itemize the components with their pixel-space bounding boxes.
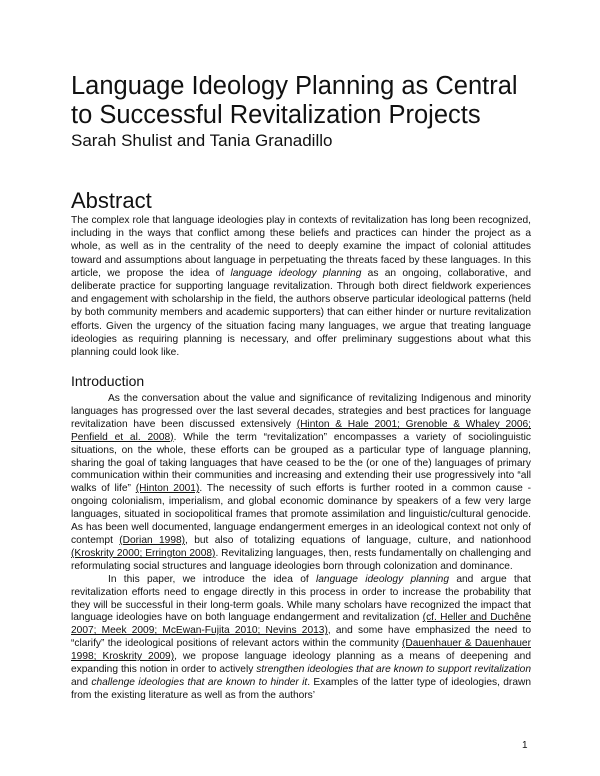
intro-p2-text-c: , we propose language ideology planning as a means of deepening and expanding this notion in order to actively — [71, 651, 531, 676]
citation-link[interactable]: (Hinton 2001) — [135, 483, 200, 495]
intro-paragraph-1 — [71, 393, 531, 574]
intro-p2-emphasis-1: strengthen ideologies that are known to support revitalization — [256, 664, 531, 676]
intro-p2-text-e: . Examples of the latter type of ideologies, drawn from the existing literature as well as from the authors’ — [71, 676, 532, 701]
intro-paragraph-2 — [71, 574, 531, 703]
citation-link[interactable]: (cf. Heller and Duchêne 2007; Meek 2009; McEwan-Fujita 2010; Nevins 2013) — [71, 612, 531, 637]
intro-p1-text-b: . While the term “revitalization” encompasses a variety of sociolinguistic situations, on the whole, these efforts can be grouped as a particular type of language planning, sharing the goal of taking languages that have ceased to be the (or one of the) languages of primary communication within their communities and increasing and extending their use progressively into “all walks of life” — [71, 431, 531, 495]
abstract-term: language ideology planning — [230, 267, 362, 279]
intro-p2-text-a: In this paper, we introduce the idea of — [108, 573, 316, 585]
intro-p1-text-a: As the conversation about the value and significance of revitalizing Indigenous and minority languages has progressed over the last several decades, strategies and best practices for language revitalization have been discussed extensively — [71, 393, 531, 430]
page-number: 1 — [522, 740, 528, 751]
abstract-body — [71, 214, 531, 359]
intro-p2-text-b2: , and some have emphasized the need to “clarify” the ideological positions of relevant actors within the community — [71, 625, 531, 650]
citation-link[interactable]: (Hinton & Hale 2001; Grenoble & Whaley 2006; Penfield et al. 2008) — [71, 418, 531, 443]
intro-p1-text-d: , but also of totalizing equations of language, culture, and nationhood — [185, 534, 531, 546]
intro-p2-text-d: and — [71, 676, 92, 688]
citation-link[interactable]: (Dauenhauer & Dauenhauer 1998; Kroskrity 2009) — [71, 638, 531, 663]
intro-p2-text-b: and argue that revitalization efforts need to engage directly in this process in order to increase the probability that they will be successful in their long-term goals. While many scholars have recognized the impact that language ideologies have on both language endangerment and revitalization — [71, 573, 531, 624]
citation-link[interactable]: (Dorian 1998) — [119, 534, 186, 546]
paper-title: Language Ideology Planning as Central to Successful Revitalization Projects — [71, 72, 518, 129]
intro-p2-term: language ideology planning — [316, 573, 450, 585]
abstract-text-2: as an ongoing, collaborative, and deliberate practice for supporting language revitalization. Through both direct fieldwork experiences and engagement with scholarship in the field, the authors observe particular ideological patterns (held by both community members and academic supporters) that can either hinder or nurture revitalization efforts. Given the urgency of the situation facing many languages, we argue that treating language ideologies as requiring planning is necessary, and offer preliminary suggestions about what this planning could look like. — [71, 267, 531, 359]
intro-p1-text-c: . The necessity of such efforts is further rooted in a common cause - ongoing colonialism, imperialism, and global economic dominance by speakers of a few very large languages, situated in sociopolitical frames that promote assimilation and linguistic/cultural genocide. As has been well documented, language endangerment emerges in an ideological context not only of contempt — [71, 483, 532, 546]
intro-p1-text-e: . Revitalizing languages, then, rests fundamentally on challenging and reformulating social structures and language ideologies born through colonization and dominance. — [71, 547, 531, 572]
citation-link[interactable]: (Kroskrity 2000; Errington 2008) — [71, 547, 216, 559]
abstract-text-1: The complex role that language ideologies play in contexts of revitalization has long been recognized, including in the ways that conflict among these beliefs and practices can hinder the project as a whole, as well as in the centrality of the need to deeply examine the impact of colonial attitudes toward and assumptions about language in perpetuating the threats faced by these languages. In this article, we propose the idea of — [71, 215, 531, 279]
intro-p2-emphasis-2: challenge ideologies that are known to hinder it — [91, 676, 308, 688]
introduction-heading: Introduction — [71, 373, 145, 389]
introduction-body — [71, 393, 531, 703]
paper-authors: Sarah Shulist and Tania Granadillo — [71, 131, 333, 150]
abstract-heading: Abstract — [71, 188, 152, 213]
